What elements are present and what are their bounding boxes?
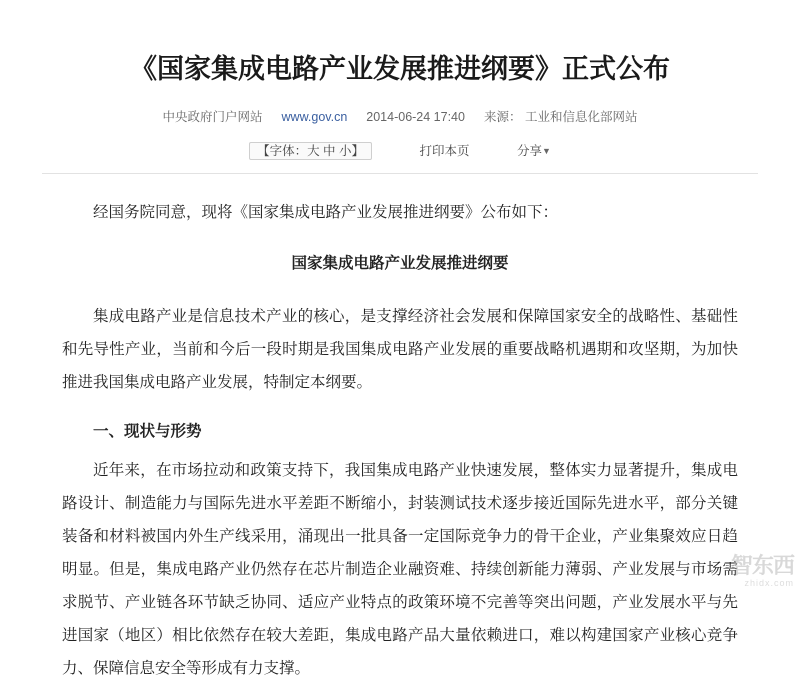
section-heading-1: 一、现状与形势	[93, 421, 202, 440]
article-page	[0, 18, 800, 677]
header-divider	[42, 173, 758, 174]
font-size-control[interactable]	[249, 141, 372, 159]
font-size-label[interactable]: 【字体：大 中 小】	[249, 142, 372, 160]
document-title: 国家集成电路产业发展推进纲要	[291, 253, 509, 272]
watermark-subtext: zhidx.com	[744, 578, 794, 589]
meta-domain-link[interactable]: www.gov.cn	[281, 110, 348, 125]
meta-source-label: 来源：	[483, 110, 522, 125]
meta-datetime: 2014-06-24 17:40	[366, 110, 465, 125]
share-label: 分享	[517, 143, 543, 158]
share-button[interactable]	[517, 141, 551, 159]
print-button[interactable]: 打印本页	[419, 143, 470, 158]
lead-paragraph: 经国务院同意，现将《国家集成电路产业发展推进纲要》公布如下：	[93, 202, 559, 221]
paragraph-2: 近年来，在市场拉动和政策支持下，我国集成电路产业快速发展，整体实力显著提升，集成电路设计、制造能力与国际先进水平差距不断缩小，封装测试技术逐步接近国际先进水平，部分关键装备和材料被国内外生产线采用，涌现出一批具备一定国际竞争力的骨干企业，产业集聚效应日趋明显。但是，集成电路产业仍然存在芯片制造企业融资难、持续创新能力薄弱、产业发展与市场需求脱节、产业链各环节缺乏协同、适应产业特点的政策环境不完善等突出问题，产业发展水平与先进国家（地区）相比依然存在较大差距，集成电路产品大量依赖进口，难以构建国家产业核心竞争力、保障信息安全等形成有力支撑。	[62, 460, 738, 677]
watermark-text: 智东西	[730, 553, 794, 579]
page-title: 《国家集成电路产业发展推进纲要》正式公布	[130, 54, 670, 86]
meta-source-site: 中央政府门户网站	[162, 110, 263, 125]
article-toolbar	[0, 141, 800, 159]
meta-source-name[interactable]: 工业和信息化部网站	[524, 110, 638, 125]
chevron-down-icon: ▼	[542, 145, 551, 156]
article-body	[0, 196, 800, 685]
article-meta	[0, 109, 800, 127]
paragraph-1: 集成电路产业是信息技术产业的核心，是支撑经济社会发展和保障国家安全的战略性、基础性和先导性产业，当前和今后一段时期是我国集成电路产业发展的重要战略机遇期和攻坚期，为加快推进我国集成电路产业发展，特制定本纲要。	[62, 306, 738, 391]
